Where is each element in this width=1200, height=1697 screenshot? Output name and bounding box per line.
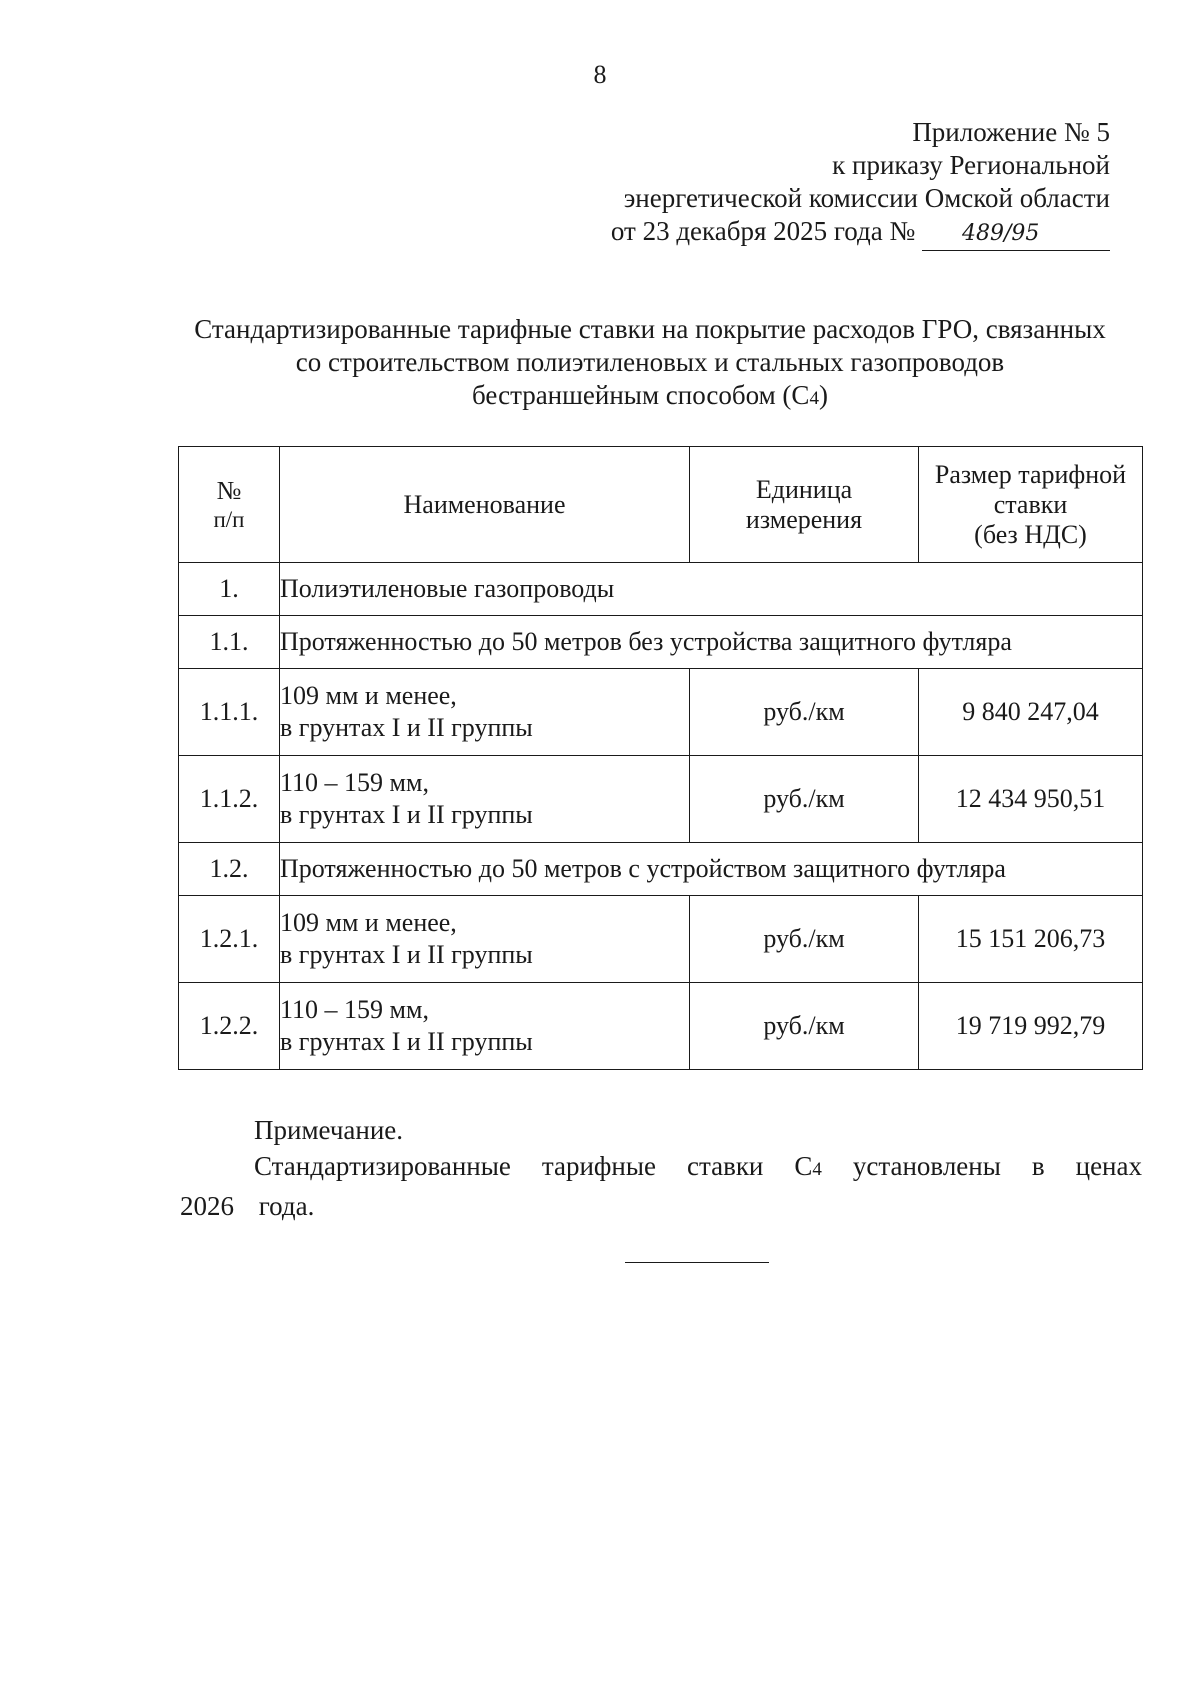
appendix-date-line — [611, 215, 1110, 251]
header-rate — [919, 447, 1143, 563]
row-name: Полиэтиленовые газопроводы — [280, 563, 1143, 616]
row-unit: руб./км — [690, 756, 919, 843]
row-value: 12 434 950,51 — [919, 756, 1143, 843]
tariff-table — [178, 446, 1143, 1070]
row-name: Протяженностью до 50 метров с устройством защитного футляра — [280, 843, 1143, 896]
row-unit: руб./км — [690, 669, 919, 756]
table-row — [179, 896, 1143, 983]
title-line-1: Стандартизированные тарифные ставки на покрытие расходов ГРО, связанных — [194, 314, 1106, 344]
note-text-after: установлены в ценах 2026 года. — [180, 1151, 1142, 1221]
table-row — [179, 843, 1143, 896]
row-number: 1.1. — [179, 616, 280, 669]
row-name-line-2: в грунтах I и II группы — [280, 940, 533, 969]
title-line-3 — [160, 379, 1140, 415]
note-section — [180, 1112, 1142, 1224]
appendix-date: от 23 декабря 2025 года № — [610, 216, 916, 246]
header-number — [179, 447, 280, 563]
row-name — [280, 983, 690, 1070]
end-divider — [625, 1262, 769, 1263]
row-value: 9 840 247,04 — [919, 669, 1143, 756]
title-line-3-end: ) — [818, 380, 828, 410]
appendix-title: Приложение № 5 — [912, 117, 1110, 147]
table-row — [179, 983, 1143, 1070]
header-number-pp: п/п — [213, 506, 245, 532]
header-rate-line-3: (без НДС) — [974, 519, 1087, 549]
document-title — [160, 313, 1140, 415]
appendix-commission: энергетической комиссии Омской области — [623, 183, 1110, 213]
row-name: Протяженностью до 50 метров без устройства защитного футляра — [280, 616, 1143, 669]
row-name-line-1: 110 – 159 мм, — [280, 995, 429, 1024]
header-unit-line-2: измерения — [745, 504, 863, 534]
note-text — [180, 1148, 1142, 1224]
row-name — [280, 896, 690, 983]
header-rate-line-1: Размер тарифной — [934, 459, 1127, 489]
title-line-3-text: бестраншейным способом (С — [472, 380, 810, 410]
table-row — [179, 669, 1143, 756]
row-number: 1.2.2. — [179, 983, 280, 1070]
row-number: 1.2. — [179, 843, 280, 896]
order-number-handwritten: 489/95 — [922, 217, 1110, 251]
row-number: 1.1.1. — [179, 669, 280, 756]
note-text-before: Стандартизированные тарифные ставки С — [254, 1151, 813, 1181]
header-rate-line-2: ставки — [993, 489, 1068, 519]
appendix-order-ref: к приказу Региональной — [832, 150, 1110, 180]
row-name-line-1: 109 мм и менее, — [280, 681, 457, 710]
title-subscript: 4 — [809, 388, 819, 409]
header-unit-line-1: Единица — [755, 474, 853, 504]
header-name: Наименование — [280, 447, 690, 563]
row-number: 1.2.1. — [179, 896, 280, 983]
header-number-sign: № — [216, 475, 242, 505]
row-number: 1.1.2. — [179, 756, 280, 843]
note-heading: Примечание. — [254, 1115, 404, 1145]
row-value: 19 719 992,79 — [919, 983, 1143, 1070]
table-row — [179, 563, 1143, 616]
table-row — [179, 756, 1143, 843]
row-name-line-2: в грунтах I и II группы — [280, 1027, 533, 1056]
table-row — [179, 616, 1143, 669]
row-unit: руб./км — [690, 896, 919, 983]
title-line-2: со строительством полиэтиленовых и стальных газопроводов — [295, 347, 1005, 377]
row-name-line-1: 109 мм и менее, — [280, 908, 457, 937]
row-name — [280, 756, 690, 843]
row-unit: руб./км — [690, 983, 919, 1070]
row-number: 1. — [179, 563, 280, 616]
header-unit — [690, 447, 919, 563]
note-subscript: 4 — [812, 1159, 822, 1180]
appendix-header — [611, 116, 1110, 251]
row-name-line-2: в грунтах I и II группы — [280, 800, 533, 829]
table-header-row — [179, 447, 1143, 563]
row-name-line-2: в грунтах I и II группы — [280, 713, 533, 742]
row-name — [280, 669, 690, 756]
row-name-line-1: 110 – 159 мм, — [280, 768, 429, 797]
row-value: 15 151 206,73 — [919, 896, 1143, 983]
page-number: 8 — [593, 60, 607, 89]
